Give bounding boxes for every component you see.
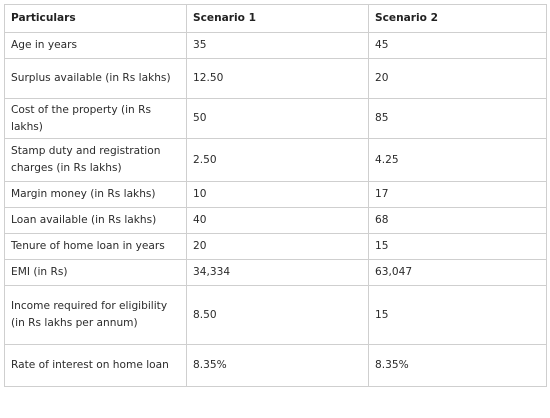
comparison-table xyxy=(4,4,547,387)
scenario-2-value: 85 xyxy=(369,99,547,139)
header-scenario-2: Scenario 2 xyxy=(369,5,547,33)
row-label: Income required for eligibility (in Rs lakhs per annum) xyxy=(5,286,187,345)
scenario-1-value: 35 xyxy=(187,33,369,59)
table-row xyxy=(5,234,547,260)
row-label: Age in years xyxy=(5,33,187,59)
table-row xyxy=(5,182,547,208)
row-label: Tenure of home loan in years xyxy=(5,234,187,260)
scenario-2-value: 8.35% xyxy=(369,345,547,387)
scenario-1-value: 40 xyxy=(187,208,369,234)
scenario-2-value: 15 xyxy=(369,234,547,260)
scenario-2-value: 20 xyxy=(369,59,547,99)
scenario-1-value: 8.50 xyxy=(187,286,369,345)
table-row xyxy=(5,33,547,59)
table-row xyxy=(5,139,547,182)
scenario-1-value: 12.50 xyxy=(187,59,369,99)
scenario-2-value: 4.25 xyxy=(369,139,547,182)
scenario-1-value: 8.35% xyxy=(187,345,369,387)
row-label: Surplus available (in Rs lakhs) xyxy=(5,59,187,99)
header-scenario-1: Scenario 1 xyxy=(187,5,369,33)
scenario-2-value: 45 xyxy=(369,33,547,59)
scenario-1-value: 50 xyxy=(187,99,369,139)
scenario-2-value: 63,047 xyxy=(369,260,547,286)
table-row xyxy=(5,260,547,286)
scenario-2-value: 17 xyxy=(369,182,547,208)
row-label: EMI (in Rs) xyxy=(5,260,187,286)
table-row xyxy=(5,286,547,345)
scenario-1-value: 10 xyxy=(187,182,369,208)
scenario-1-value: 20 xyxy=(187,234,369,260)
header-particulars: Particulars xyxy=(5,5,187,33)
header-row xyxy=(5,5,547,33)
scenario-2-value: 68 xyxy=(369,208,547,234)
row-label: Margin money (in Rs lakhs) xyxy=(5,182,187,208)
table-row xyxy=(5,99,547,139)
table-row xyxy=(5,59,547,99)
row-label: Loan available (in Rs lakhs) xyxy=(5,208,187,234)
row-label: Rate of interest on home loan xyxy=(5,345,187,387)
scenario-1-value: 34,334 xyxy=(187,260,369,286)
table-row xyxy=(5,208,547,234)
row-label: Cost of the property (in Rs lakhs) xyxy=(5,99,187,139)
scenario-1-value: 2.50 xyxy=(187,139,369,182)
scenario-2-value: 15 xyxy=(369,286,547,345)
table-row xyxy=(5,345,547,387)
row-label: Stamp duty and registration charges (in Rs lakhs) xyxy=(5,139,187,182)
